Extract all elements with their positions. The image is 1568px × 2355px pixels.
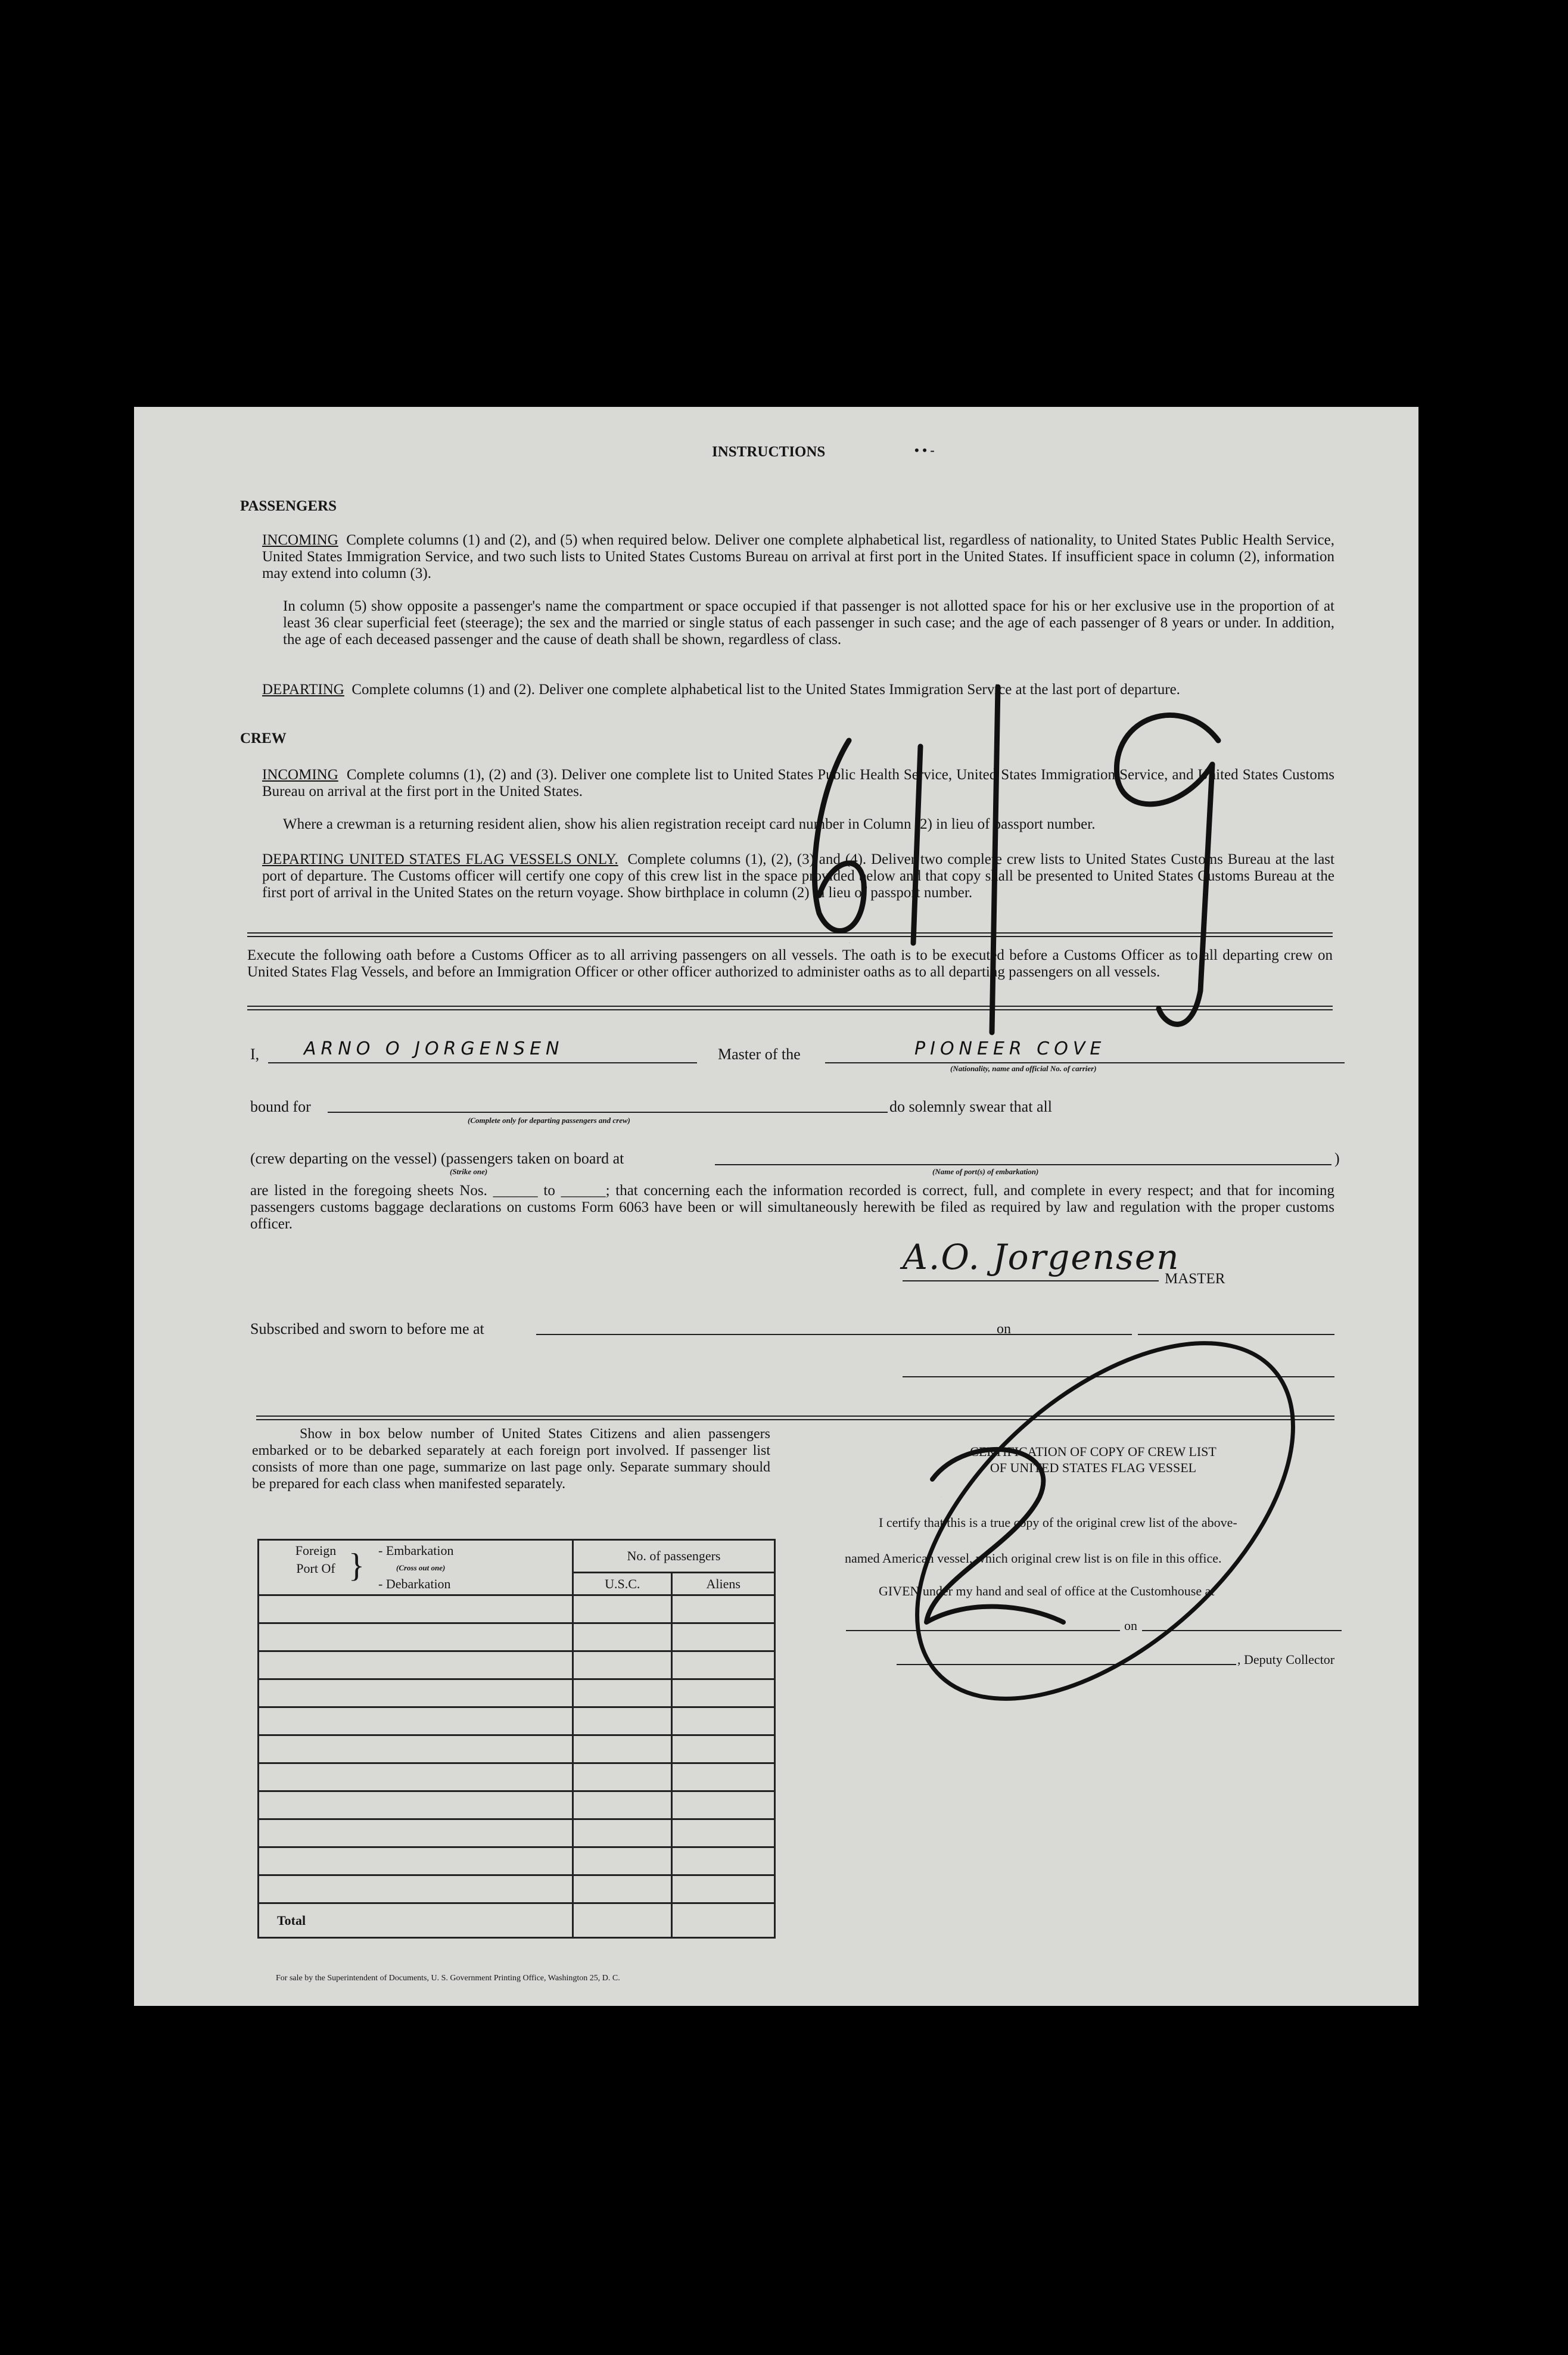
- crew-resident-text: Where a crewman is a returning resident alien, show his alien registration receipt card number in Column (2) in lieu of passport number.: [283, 816, 1096, 832]
- embarkation-label: - Embarkation: [378, 1543, 454, 1558]
- crew-departing-label: DEPARTING UNITED STATES FLAG VESSELS ONLY.: [262, 851, 618, 867]
- circled-number-text: 2: [941, 1497, 942, 1498]
- large-number-text: 6119: [849, 943, 850, 944]
- vessel-caption: (Nationality, name and official No. of carrier): [950, 1064, 1097, 1073]
- certification-title-line1: CERTIFICATION OF COPY OF CREW LIST: [970, 1444, 1217, 1459]
- swear-text: do solemnly swear that all: [889, 1098, 1052, 1115]
- strike-one-caption: (Strike one): [450, 1167, 488, 1176]
- subscribed-on-label: on: [997, 1321, 1011, 1337]
- circle-around-2: [853, 1277, 1357, 1766]
- passengers-departing-text: Complete columns (1) and (2). Deliver one complete alphabetical list to the United States Immigration Service at the last port of departure.: [351, 682, 1180, 698]
- form-page: [134, 407, 1418, 2006]
- bound-for-caption: (Complete only for departing passengers and crew): [468, 1116, 630, 1125]
- handwritten-9: [1116, 715, 1218, 1024]
- given-text: GIVEN under my hand and seal of office at the Customhouse at: [879, 1584, 1215, 1598]
- cross-out-label: (Cross out one): [396, 1563, 446, 1572]
- deputy-collector-label: , Deputy Collector: [1237, 1652, 1335, 1667]
- certify-line2: named American vessel, which original crew list is on file in this office.: [845, 1551, 1222, 1566]
- no-passengers-header: No. of passengers: [573, 1540, 774, 1573]
- summary-instructions: Show in box below number of United States Citizens and alien passengers embarked or to be debarked separately at each foreign port involved. If passenger list consists of more than one page, summarize on last page only. Separate summary should be prepared for each class when manifested separately.: [252, 1426, 770, 1492]
- listed-text: are listed in the foregoing sheets Nos. ______ to ______; that concerning each the information recorded is correct, full, and complete in every respect; and that for incoming passengers customs baggage declarations on customs Form 6063 have been or will simultaneously herewith be filed as required by law and regulation with the proper customs officer.: [250, 1183, 1334, 1232]
- master-of-label: Master of the: [718, 1046, 801, 1063]
- oath-i-label: I,: [250, 1046, 260, 1063]
- header-marks: • • -: [914, 443, 935, 458]
- usc-header: U.S.C.: [573, 1573, 672, 1595]
- handwritten-1b: [992, 687, 998, 1032]
- foreign-port-of: Foreign Port Of: [295, 1543, 337, 1576]
- form-title: INSTRUCTIONS: [712, 444, 826, 460]
- aliens-header: Aliens: [672, 1573, 775, 1595]
- passengers-incoming-label: INCOMING: [262, 532, 338, 548]
- handwritten-annotations: [134, 407, 1418, 2006]
- master-signature: A.O. Jorgensen: [903, 1237, 1180, 1277]
- master-name-handwritten: ARNO O JORGENSEN: [304, 1038, 564, 1059]
- certification-on-label: on: [1124, 1618, 1137, 1633]
- crew-departing-text: (crew departing on the vessel) (passengers taken on board at: [250, 1150, 624, 1167]
- ports-caption: (Name of port(s) of embarkation): [932, 1167, 1039, 1176]
- master-label: MASTER: [1165, 1271, 1225, 1287]
- passengers-departing-label: DEPARTING: [262, 682, 344, 698]
- oath-intro-text: Execute the following oath before a Customs Officer as to all arriving passengers on all vessels. The oath is to be executed before a Customs Officer as to all departing crew on United States Flag Vessels, and before an Immigration Officer or other officer authorized to administer oaths as to all departing passengers on all vessels.: [247, 947, 1333, 980]
- subscribed-label: Subscribed and sworn to before me at: [250, 1320, 484, 1337]
- certification-title-line2: OF UNITED STATES FLAG VESSEL: [990, 1460, 1197, 1475]
- printer-footer: For sale by the Superintendent of Documents, U. S. Government Printing Office, Washington 25, D. C.: [276, 1974, 620, 1983]
- certify-line1: I certify that this is a true copy of the original crew list of the above-: [879, 1515, 1237, 1530]
- crew-incoming-label: INCOMING: [262, 767, 338, 783]
- passengers-incoming-text: Complete columns (1) and (2), and (5) when required below. Deliver one complete alphabetical list, regardless of nationality, to United States Public Health Service, United States Immigration Service, and two such lists to United States Customs Bureau on arrival at first port in the United States. If insufficient space in column (2), information may extend into column (3).: [262, 532, 1335, 581]
- crew-incoming-text: Complete columns (1), (2) and (3). Deliver one complete list to United States Public Health Service, United States Immigration Service, and United States Customs Bureau on arrival at the first port in the United States.: [262, 767, 1334, 799]
- total-label: Total: [259, 1903, 573, 1938]
- passengers-heading: PASSENGERS: [240, 498, 337, 514]
- bound-for-label: bound for: [250, 1098, 311, 1115]
- brace: }: [349, 1547, 365, 1584]
- debarkation-label: - Debarkation: [378, 1576, 451, 1591]
- passengers-column5-text: In column (5) show opposite a passenger's name the compartment or space occupied if that passenger is not allotted space for his or her exclusive use in the proportion of at least 36 clear superficial feet (steerage); the sex and the married or single status of each passenger in such case; and the age of each passenger of 8 years or under. In addition, the age of each deceased passenger and the cause of death shall be shown, regardless of class.: [283, 598, 1334, 648]
- vessel-name-handwritten: PIONEER COVE: [914, 1038, 1106, 1059]
- crew-heading: CREW: [240, 730, 287, 746]
- handwritten-6: [814, 741, 864, 931]
- handwritten-1a: [913, 746, 920, 943]
- close-paren: ): [1334, 1150, 1340, 1167]
- handwritten-2: [926, 1449, 1063, 1622]
- crew-departing-text: Complete columns (1), (2), (3) and (4). Deliver two complete crew lists to United States Customs Bureau at the last port of departure. The Customs officer will certify one copy of this crew list in the space provided below and that copy shall be presented to United States Customs Bureau at the first port of arrival in the United States on the return voyage. Show birthplace in column (2) in lieu of passport number.: [262, 851, 1334, 901]
